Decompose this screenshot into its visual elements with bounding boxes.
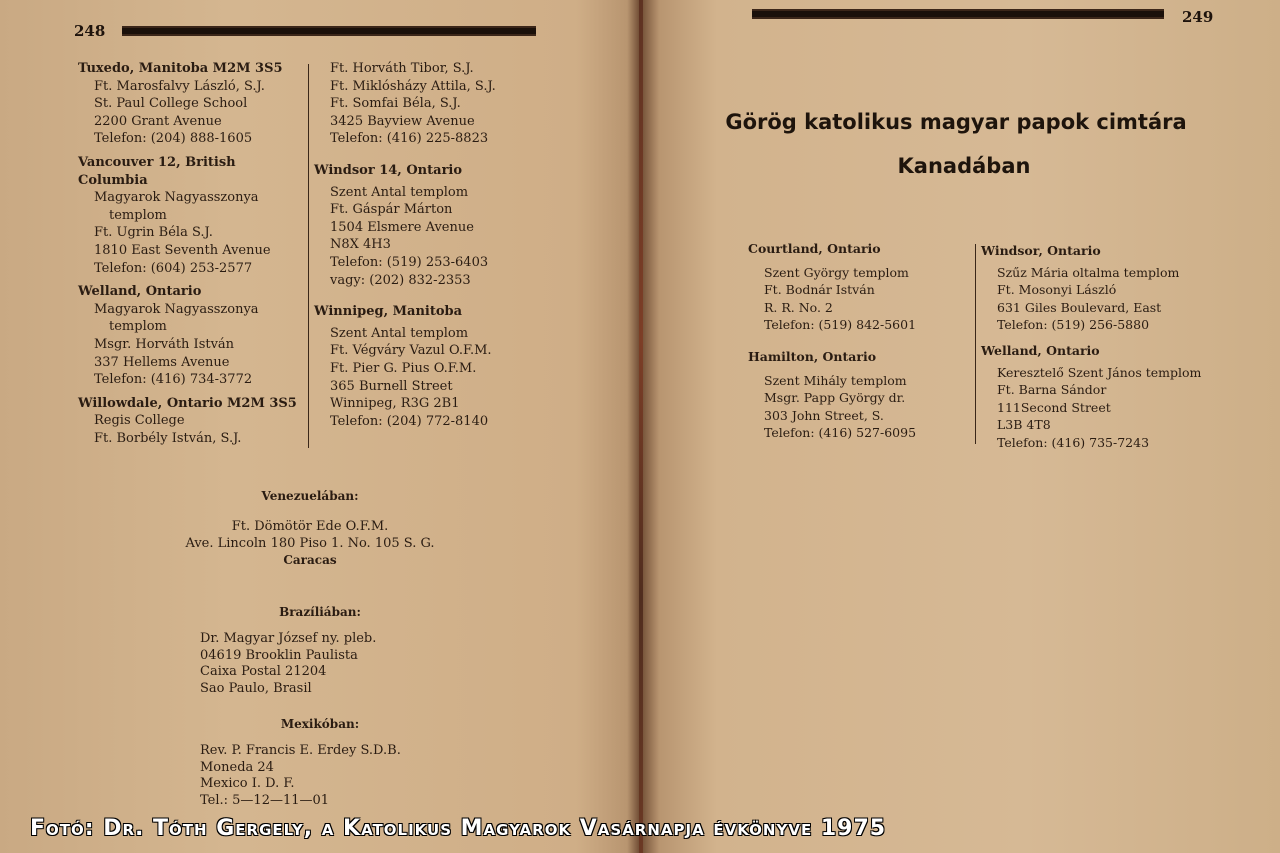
right-page (648, 0, 1280, 853)
entry-line: Telefon: (604) 253-2577 (94, 260, 253, 276)
entry-line: Sao Paulo, Brasil (200, 681, 312, 697)
city-heading: Winnipeg, Manitoba (314, 304, 463, 320)
mexico-section (200, 716, 440, 810)
entry-line: 111Second Street (997, 399, 1111, 415)
entry-line: Szent György templom (764, 264, 909, 280)
venezuela-section (150, 488, 470, 569)
directory-entry (748, 348, 973, 442)
entry-line: Telefon: (519) 253-6403 (330, 254, 489, 270)
entry-line: Telefon: (519) 256-5880 (997, 317, 1150, 333)
entry-line: 365 Burnell Street (330, 378, 453, 394)
entry-line: Magyarok Nagyasszonya (94, 301, 259, 317)
entry-line: Ft. Miklósházy Attila, S.J. (330, 78, 496, 94)
entry-line: Szent Antal templom (330, 184, 469, 200)
entry-line: Telefon: (416) 225-8823 (330, 131, 489, 147)
entry-line: Szent Antal templom (330, 325, 469, 341)
left-column-2 (314, 60, 544, 436)
directory-entry (78, 154, 303, 277)
entry-line: Telefon: (519) 842-5601 (764, 317, 917, 333)
directory-entry (748, 240, 973, 334)
entry-line: Caracas (283, 553, 337, 568)
entry-line: St. Paul College School (94, 96, 248, 112)
right-header-rule (752, 9, 1164, 19)
column-divider (975, 244, 976, 444)
entry-line: 04619 Brooklin Paulista (200, 647, 358, 663)
entry-line: Tel.: 5—12—11—01 (200, 793, 330, 809)
page-subheading: Kanadában (897, 154, 1031, 178)
entry-line: 3425 Bayview Avenue (330, 113, 475, 129)
city-heading: Windsor, Ontario (981, 243, 1101, 258)
section-title: Brazíliában: (279, 605, 361, 619)
directory-entry (78, 60, 303, 148)
section-title: Venezuelában: (261, 489, 359, 503)
column-divider (308, 64, 309, 448)
entry-line: Regis College (94, 413, 185, 429)
entry-line: Moneda 24 (200, 759, 274, 775)
section-title: Mexikóban: (280, 717, 360, 731)
entry-line: Ft. Dömötör Ede O.F.M. (231, 518, 389, 534)
entry-line: Rev. P. Francis E. Erdey S.D.B. (200, 742, 401, 758)
entry-line: Ft. Somfai Béla, S.J. (330, 96, 461, 112)
entry-line: Ft. Gáspár Márton (330, 202, 453, 218)
entry-line: Telefon: (416) 735-7243 (997, 434, 1150, 450)
entry-line: 1810 East Seventh Avenue (94, 242, 271, 258)
entry-line: Caixa Postal 21204 (200, 664, 327, 680)
entry-line: Telefon: (416) 734-3772 (94, 372, 253, 388)
brazil-section (200, 604, 440, 698)
entry-line: 2200 Grant Avenue (94, 113, 222, 129)
left-header-rule (122, 26, 536, 36)
entry-line: templom (109, 319, 167, 335)
entry-line: Msgr. Papp György dr. (764, 390, 906, 406)
left-column-1 (78, 60, 303, 453)
city-heading: Welland, Ontario (78, 284, 202, 300)
city-heading: Windsor 14, Ontario (314, 162, 463, 178)
entry-line: Keresztelő Szent János templom (997, 364, 1202, 380)
directory-entry (314, 303, 544, 430)
entry-line: Ft. Barna Sándor (997, 382, 1107, 398)
entry-line: Telefon: (204) 772-8140 (330, 413, 489, 429)
entry-line: Magyarok Nagyasszonya (94, 190, 259, 206)
photo-credit-caption: Fotó: Dr. Tóth Gergely, a Katolikus Magyarok Vasárnapja évkönyve 1975 (30, 816, 887, 841)
directory-entry (78, 283, 303, 389)
entry-line: Ft. Horváth Tibor, S.J. (330, 61, 474, 76)
city-heading: Tuxedo, Manitoba M2M 3S5 (78, 61, 283, 76)
entry-line: R. R. No. 2 (764, 299, 833, 315)
directory-entry (314, 60, 544, 148)
entry-line: Winnipeg, R3G 2B1 (330, 396, 460, 412)
right-column-2 (981, 242, 1241, 458)
entry-line: Ft. Borbély István, S.J. (94, 430, 242, 446)
entry-line: Msgr. Horváth István (94, 336, 235, 352)
entry-line: 1504 Elsmere Avenue (330, 219, 474, 235)
city-heading: Vancouver 12, British Columbia (78, 154, 236, 188)
directory-entry (78, 395, 303, 448)
entry-line: Ft. Marosfalvy László, S.J. (94, 78, 265, 94)
left-page-number: 248 (74, 22, 106, 40)
entry-line: Mexico I. D. F. (200, 776, 295, 792)
entry-line: Dr. Magyar József ny. pleb. (200, 630, 377, 646)
entry-line: Ft. Ugrin Béla S.J. (94, 225, 213, 241)
entry-line: vagy: (202) 832-2353 (330, 272, 471, 288)
right-column-1 (748, 240, 973, 448)
entry-line: Ft. Végváry Vazul O.F.M. (330, 343, 492, 359)
directory-entry (981, 242, 1241, 334)
entry-line: N8X 4H3 (330, 237, 391, 253)
city-heading: Welland, Ontario (981, 342, 1100, 358)
directory-entry (314, 162, 544, 289)
entry-line: templom (109, 207, 167, 223)
entry-line: Telefon: (416) 527-6095 (764, 425, 917, 441)
city-heading: Willowdale, Ontario M2M 3S5 (78, 395, 297, 411)
city-heading: Courtland, Ontario (748, 241, 881, 256)
entry-line: Ave. Lincoln 180 Piso 1. No. 105 S. G. (185, 535, 435, 551)
directory-entry (981, 342, 1241, 452)
entry-line: Telefon: (204) 888-1605 (94, 131, 253, 147)
entry-line: Szent Mihály templom (764, 372, 907, 388)
entry-line: Ft. Bodnár István (764, 282, 875, 298)
entry-line: L3B 4T8 (997, 417, 1051, 433)
entry-line: 337 Hellems Avenue (94, 354, 230, 370)
entry-line: 303 John Street, S. (764, 407, 884, 423)
right-page-number: 249 (1182, 8, 1214, 26)
city-heading: Hamilton, Ontario (748, 348, 877, 364)
entry-line: Ft. Pier G. Pius O.F.M. (330, 360, 477, 376)
entry-line: Szűz Mária oltalma templom (997, 264, 1180, 280)
entry-line: 631 Giles Boulevard, East (997, 299, 1162, 315)
page-heading: Görög katolikus magyar papok cimtára (725, 110, 1187, 134)
entry-line: Ft. Mosonyi László (997, 282, 1117, 298)
